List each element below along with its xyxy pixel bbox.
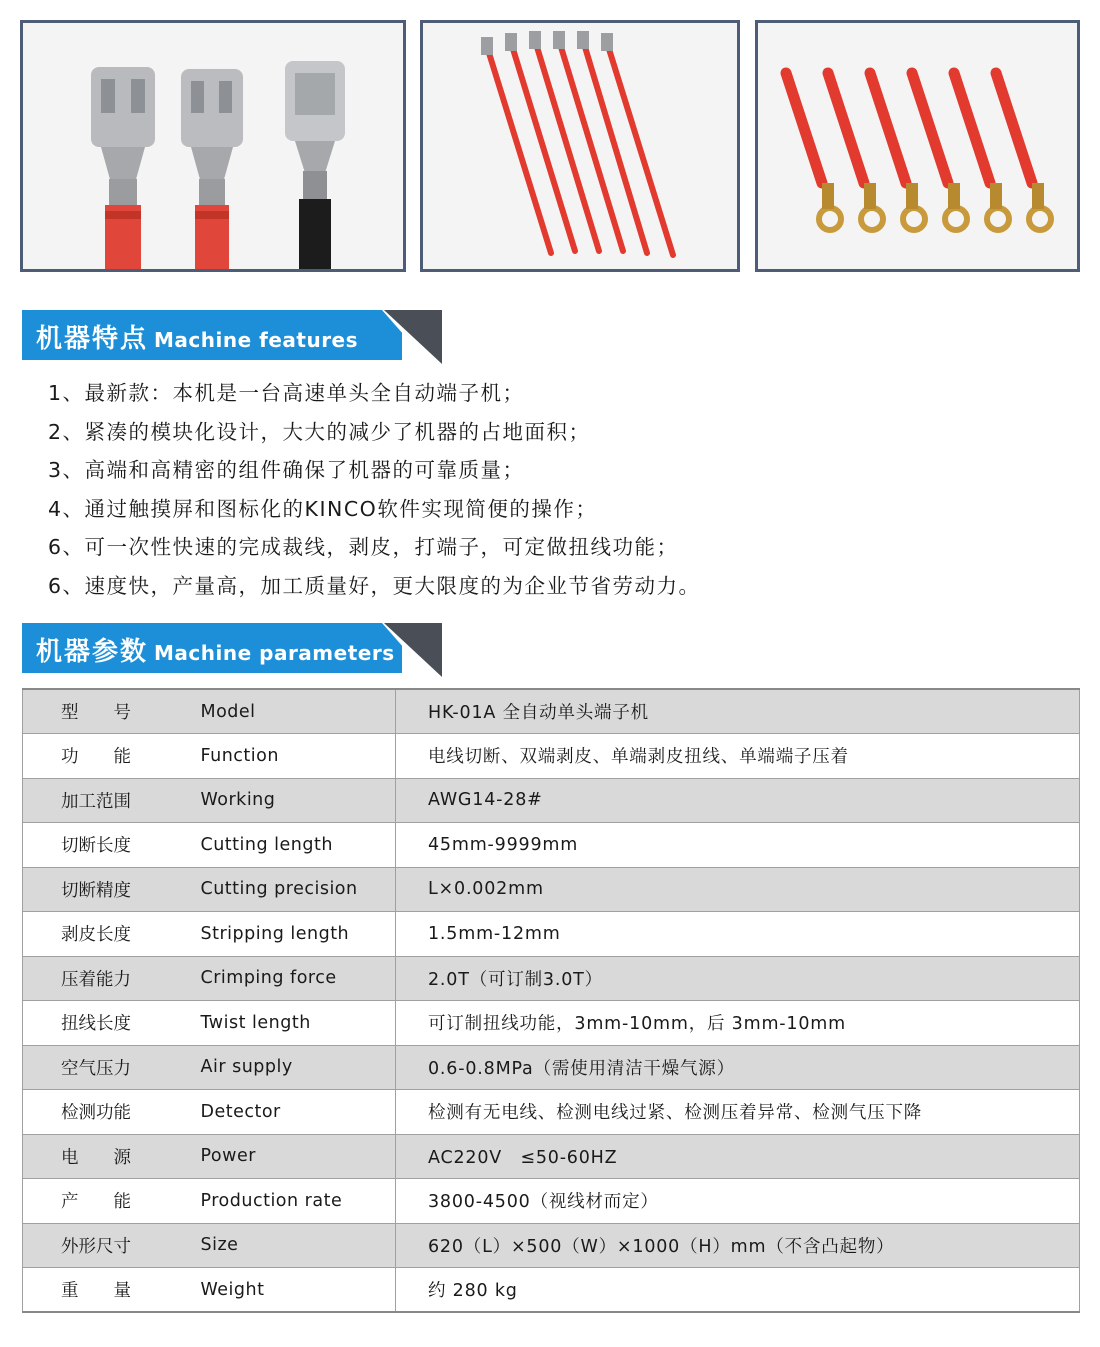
param-label-cn: 重 量 (23, 1268, 201, 1313)
param-value: AWG14-28# (396, 778, 1080, 823)
param-value: AC220V ≤50-60HZ (396, 1134, 1080, 1179)
table-row (23, 1090, 1080, 1135)
param-value: 检测有无电线、检测电线过紧、检测压着异常、检测气压下降 (396, 1090, 1080, 1135)
param-value: L×0.002mm (396, 867, 1080, 912)
param-label-en: Working (201, 778, 396, 823)
parameters-table (22, 688, 1080, 1313)
param-value: 可订制扭线功能，3mm-10mm，后 3mm-10mm (396, 1001, 1080, 1046)
crimped-wires-photo (420, 20, 740, 272)
table-row (23, 823, 1080, 868)
parameters-title (36, 631, 395, 668)
table-row (23, 1268, 1080, 1313)
param-value: 约 280 kg (396, 1268, 1080, 1313)
crimped-wires-illustration (423, 23, 737, 269)
param-label-cn: 压着能力 (23, 956, 201, 1001)
feature-item: 6、可一次性快速的完成裁线，剥皮，打端子，可定做扭线功能； (48, 535, 679, 559)
feature-item: 1、最新款：本机是一台高速单头全自动端子机； (48, 381, 525, 405)
param-value: 2.0T（可订制3.0T） (396, 956, 1080, 1001)
param-label-en: Function (201, 734, 396, 779)
param-label-cn: 切断长度 (23, 823, 201, 868)
param-value: 45mm-9999mm (396, 823, 1080, 868)
table-row (23, 734, 1080, 779)
param-value: 0.6-0.8MPa（需使用清洁干燥气源） (396, 1045, 1080, 1090)
param-label-en: Production rate (201, 1179, 396, 1224)
features-title-en: Machine features (154, 328, 359, 352)
param-label-en: Size (201, 1223, 396, 1268)
param-label-en: Power (201, 1134, 396, 1179)
param-label-en: Crimping force (201, 956, 396, 1001)
parameters-title-en: Machine parameters (154, 641, 395, 665)
features-list (48, 374, 701, 605)
parameters-title-cn: 机器参数 (36, 637, 149, 667)
param-label-en: Air supply (201, 1045, 396, 1090)
table-row (23, 1001, 1080, 1046)
table-row (23, 1223, 1080, 1268)
param-label-cn: 加工范围 (23, 778, 201, 823)
table-row (23, 1134, 1080, 1179)
param-value: 电线切断、双端剥皮、单端剥皮扭线、单端端子压着 (396, 734, 1080, 779)
table-row (23, 1045, 1080, 1090)
terminal-closeup-illustration (23, 23, 403, 269)
param-value: 620（L）×500（W）×1000（H）mm（不含凸起物） (396, 1223, 1080, 1268)
table-row (23, 689, 1080, 734)
param-label-en: Twist length (201, 1001, 396, 1046)
param-label-cn: 电 源 (23, 1134, 201, 1179)
param-label-cn: 切断精度 (23, 867, 201, 912)
terminal-closeup-photo (20, 20, 406, 272)
ring-terminal-wires-photo (755, 20, 1080, 272)
param-label-en: Cutting precision (201, 867, 396, 912)
table-row (23, 1179, 1080, 1224)
param-label-en: Stripping length (201, 912, 396, 957)
param-label-cn: 功 能 (23, 734, 201, 779)
param-label-cn: 产 能 (23, 1179, 201, 1224)
ring-terminal-wires-illustration (758, 23, 1077, 269)
param-label-cn: 检测功能 (23, 1090, 201, 1135)
feature-item: 2、紧凑的模块化设计，大大的减少了机器的占地面积； (48, 419, 591, 444)
features-title (36, 318, 358, 355)
table-row (23, 956, 1080, 1001)
features-title-cn: 机器特点 (36, 324, 149, 354)
feature-item: 3、高端和高精密的组件确保了机器的可靠质量； (48, 458, 525, 482)
param-label-cn: 空气压力 (23, 1045, 201, 1090)
param-label-en: Model (201, 689, 396, 734)
param-label-cn: 剥皮长度 (23, 912, 201, 957)
param-label-cn: 型 号 (23, 689, 201, 734)
table-row (23, 778, 1080, 823)
param-value: 3800-4500（视线材而定） (396, 1179, 1080, 1224)
param-label-cn: 外形尺寸 (23, 1223, 201, 1268)
param-label-cn: 扭线长度 (23, 1001, 201, 1046)
param-label-en: Detector (201, 1090, 396, 1135)
parameters-header (22, 623, 442, 677)
param-label-en: Weight (201, 1268, 396, 1313)
features-header (22, 310, 442, 364)
param-value: 1.5mm-12mm (396, 912, 1080, 957)
param-label-en: Cutting length (201, 823, 396, 868)
feature-item: 6、速度快，产量高，加工质量好，更大限度的为企业节省劳动力。 (48, 573, 701, 598)
param-value: HK-01A 全自动单头端子机 (396, 689, 1080, 734)
table-row (23, 912, 1080, 957)
table-row (23, 867, 1080, 912)
feature-item: 4、通过触摸屏和图标化的KINCO软件实现简便的操作； (48, 496, 598, 521)
